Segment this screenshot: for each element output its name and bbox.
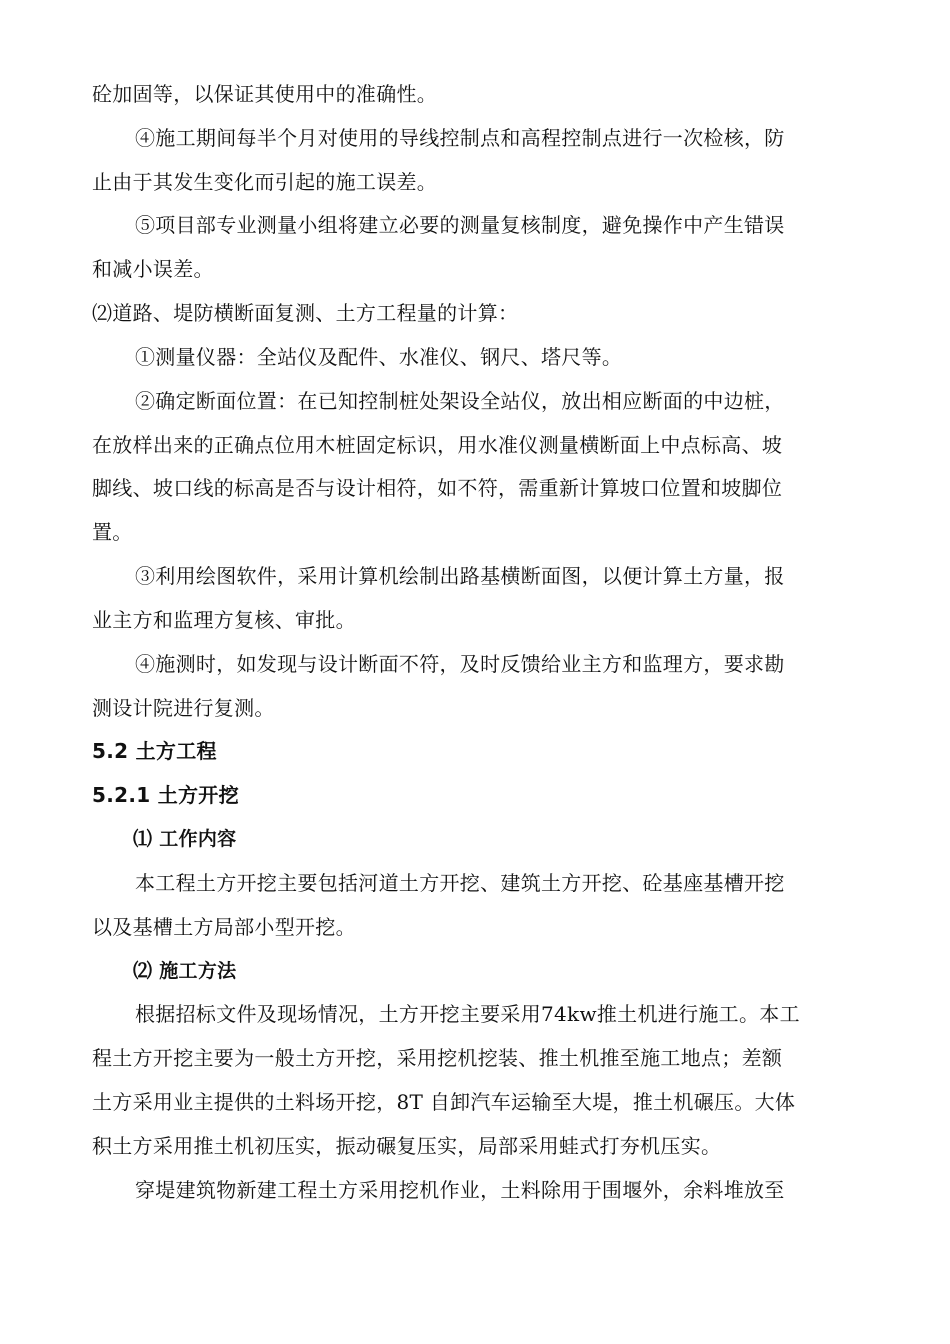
paragraph-line: ③利用绘图软件，采用计算机绘制出路基横断面图，以便计算土方量，报: [135, 564, 785, 588]
paragraph-line: ②确定断面位置：在已知控制桩处架设全站仪，放出相应断面的中边桩，: [135, 389, 785, 413]
item-heading: ⑵ 施工方法: [133, 960, 237, 982]
paragraph-line: 置。: [92, 520, 133, 544]
paragraph-line: 和减小误差。: [92, 257, 214, 281]
paragraph-line: 积土方采用推土机初压实，振动碾复压实，局部采用蛙式打夯机压实。: [92, 1134, 722, 1158]
paragraph-line: 程土方开挖主要为一般土方开挖，采用挖机挖装、推土机推至施工地点；差额: [92, 1046, 783, 1070]
paragraph-line: 测设计院进行复测。: [92, 696, 275, 720]
paragraph-line: ①测量仪器：全站仪及配件、水准仪、钢尺、塔尺等。: [135, 345, 623, 369]
paragraph-line: 在放样出来的正确点位用木桩固定标识，用水准仪测量横断面上中点标高、坡: [92, 433, 783, 457]
paragraph-line: ④施测时，如发现与设计断面不符，及时反馈给业主方和监理方，要求勘: [135, 652, 785, 676]
section-heading: 5.2 土方工程: [92, 739, 217, 763]
item-heading: ⑴ 工作内容: [133, 828, 237, 850]
paragraph-line: 脚线、坡口线的标高是否与设计相符，如不符，需重新计算坡口位置和坡脚位: [92, 476, 783, 500]
paragraph-line: ⑤项目部专业测量小组将建立必要的测量复核制度，避免操作中产生错误: [135, 213, 785, 237]
paragraph-line: 土方采用业主提供的土料场开挖，8T 自卸汽车运输至大堤，推土机碾压。大体: [92, 1090, 796, 1114]
paragraph-line: 砼加固等，以保证其使用中的准确性。: [92, 82, 438, 106]
paragraph-line: 以及基槽土方局部小型开挖。: [92, 915, 356, 939]
paragraph-line: 穿堤建筑物新建工程土方采用挖机作业，土料除用于围堰外，余料堆放至: [135, 1178, 785, 1202]
paragraph-line: ⑵道路、堤防横断面复测、土方工程量的计算：: [92, 301, 519, 325]
paragraph-line: 根据招标文件及现场情况，土方开挖主要采用74kw推土机进行施工。本工: [135, 1002, 800, 1026]
paragraph-line: 业主方和监理方复核、审批。: [92, 608, 356, 632]
paragraph-line: ④施工期间每半个月对使用的导线控制点和高程控制点进行一次检核，防: [135, 126, 785, 150]
paragraph-line: 止由于其发生变化而引起的施工误差。: [92, 170, 438, 194]
paragraph-line: 本工程土方开挖主要包括河道土方开挖、建筑土方开挖、砼基座基槽开挖: [135, 871, 785, 895]
subsection-heading: 5.2.1 土方开挖: [92, 783, 239, 807]
